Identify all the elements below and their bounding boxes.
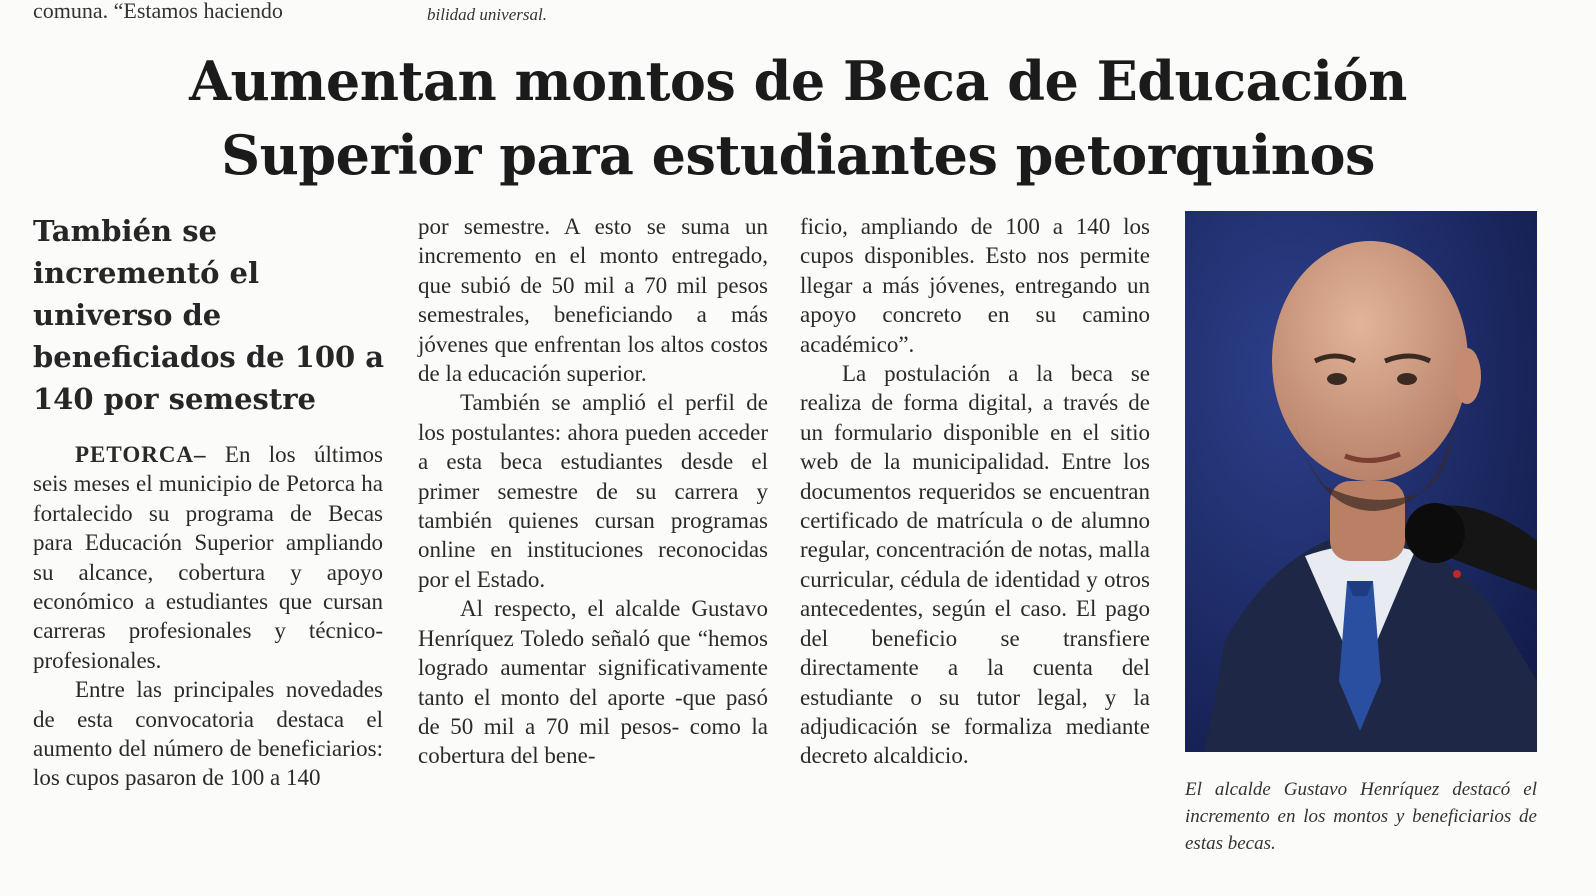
headline-line-1: Aumentan montos de Beca de Educación: [189, 49, 1407, 113]
article-column-2: [418, 212, 768, 771]
previous-article-fragment: comuna. “Estamos haciendo: [33, 0, 283, 23]
article-paragraph: Al respecto, el alcalde Gustavo Henríquez Toledo señaló que “hemos logrado aumentar significativamente tanto el monto del aporte -que pasó de 50 mil a 70 mil pesos- como la cobertura del bene-: [418, 596, 768, 769]
article-paragraph: por semestre. A esto se suma un incremento en el monto entregado, que subió de 50 mil a 70 mil pesos semestrales, beneficiando a más jóvenes que enfrentan los altos costos de la educación superior.: [418, 214, 768, 387]
paragraph-text: En los últimos seis meses el municipio de Petorca ha fortalecido su programa de Becas para Educación Superior ampliando su alcance, cobertura y apoyo económico a estudiantes que cursan carreras profesionales y técnico-profesionales.: [33, 442, 383, 673]
headline: [0, 44, 1596, 192]
article-paragraph: Entre las principales novedades de esta convocatoria destaca el aumento del número de beneficiarios: los cupos pasaron de 100 a 140: [33, 677, 383, 791]
headline-line-2: Superior para estudiantes petorquinos: [221, 123, 1375, 187]
article-paragraph: ficio, ampliando de 100 a 140 los cupos disponibles. Esto nos permite llegar a más jóvenes, entregando un apoyo concreto en su camino académico”.: [800, 214, 1150, 357]
dateline: PETORCA–: [75, 442, 207, 467]
article-column-1: [33, 440, 383, 793]
photo-caption: El alcalde Gustavo Henríquez destacó el incremento en los montos y beneficiarios de estas becas.: [1185, 779, 1537, 854]
previous-caption-fragment: bilidad universal.: [427, 5, 547, 24]
subheadline: También se incrementó el universo de beneficiados de 100 a 140 por semestre: [33, 214, 385, 416]
article-paragraph: También se amplió el perfil de los postulantes: ahora pueden acceder a esta beca estudiantes desde el primer semestre de su carrera y también quienes cursan programas online en instituciones reconocidas por el Estado.: [418, 390, 768, 592]
mayor-photo: [1185, 211, 1537, 752]
article-column-3: [800, 212, 1150, 771]
mayor-portrait-illustration: [1185, 211, 1537, 752]
article-paragraph: La postulación a la beca se realiza de forma digital, a través de un formulario disponible en el sitio web de la municipalidad. Entre los documentos requeridos se encuentran certificado de matrícula o de alumno regular, concentración de notas, malla curricular, cédula de identidad y otros antecedentes, según el caso. El pago del beneficio se transfiere directamente a la cuenta del estudiante o su tutor legal, y la adjudicación se formaliza mediante decreto alcaldicio.: [800, 361, 1150, 769]
article-paragraph: [33, 440, 383, 675]
